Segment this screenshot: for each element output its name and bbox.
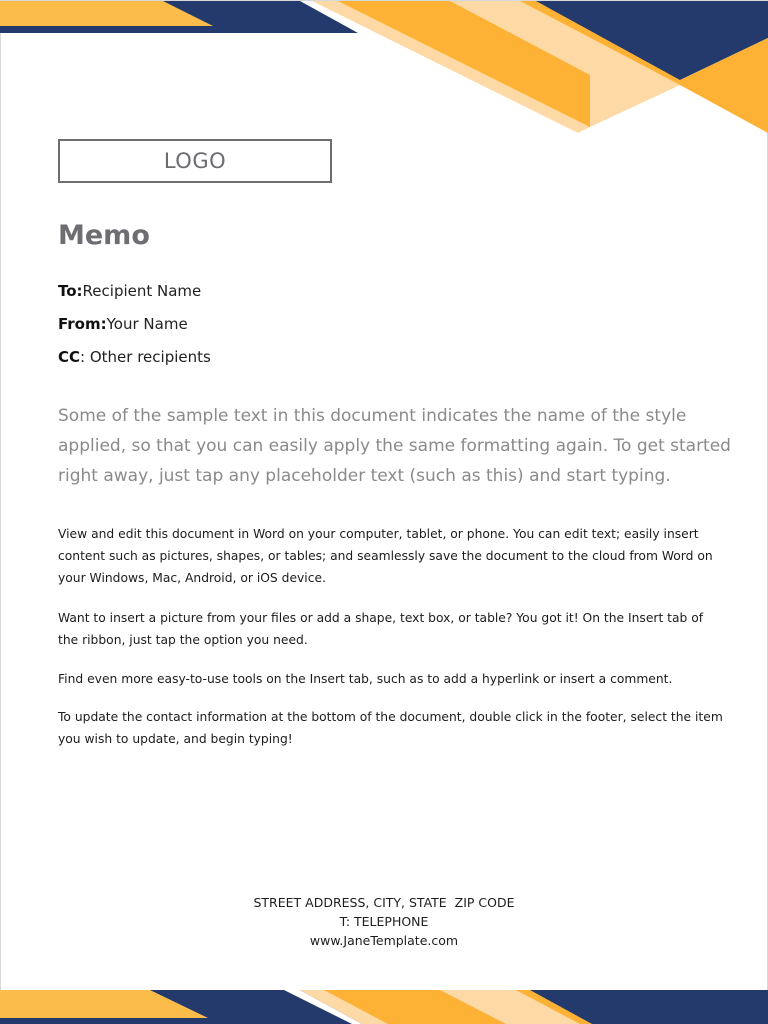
cc-label: CC xyxy=(58,348,81,366)
header-decoration xyxy=(0,0,768,140)
from-label: From: xyxy=(58,315,107,333)
cc-field[interactable] xyxy=(58,348,211,366)
memo-title: Memo xyxy=(58,220,150,251)
footer-address: STREET ADDRESS, CITY, STATE ZIP CODE xyxy=(253,895,515,910)
footer-website: www.JaneTemplate.com xyxy=(309,933,459,948)
logo-placeholder[interactable]: LOGO xyxy=(58,139,332,183)
footer-telephone: T: TELEPHONE xyxy=(339,914,429,929)
from-field[interactable] xyxy=(58,315,188,333)
body-paragraph[interactable]: Find even more easy-to-use tools on the Insert tab, such as to add a hyperlink or insert a comment. xyxy=(58,672,673,686)
footer-decoration xyxy=(0,988,768,1024)
body-paragraph[interactable]: Want to insert a picture from your files or add a shape, text box, or table? You got it! On the Insert tab of the ribbon, just tap the option you need. xyxy=(58,611,704,647)
body-paragraph[interactable]: To update the contact information at the bottom of the document, double click in the footer, select the item you wish to update, and begin typing! xyxy=(58,710,723,746)
from-value: Your Name xyxy=(106,315,188,333)
to-value: Recipient Name xyxy=(82,282,202,300)
intro-placeholder-text[interactable]: Some of the sample text in this document indicates the name of the style applied, so that you can easily apply the same formatting again. To get started right away, just tap any placeholder text (such as this) and start typing. xyxy=(58,406,731,486)
to-label: To: xyxy=(58,282,83,300)
cc-value: Other recipients xyxy=(85,348,211,366)
to-field[interactable] xyxy=(58,282,201,300)
body-paragraph[interactable]: View and edit this document in Word on your computer, tablet, or phone. You can edit text; easily insert content such as pictures, shapes, or tables; and seamlessly save the document to the cloud from Word on your Windows, Mac, Android, or iOS device. xyxy=(58,527,713,585)
footer-contact[interactable] xyxy=(0,893,768,950)
cc-separator: : xyxy=(80,348,86,366)
